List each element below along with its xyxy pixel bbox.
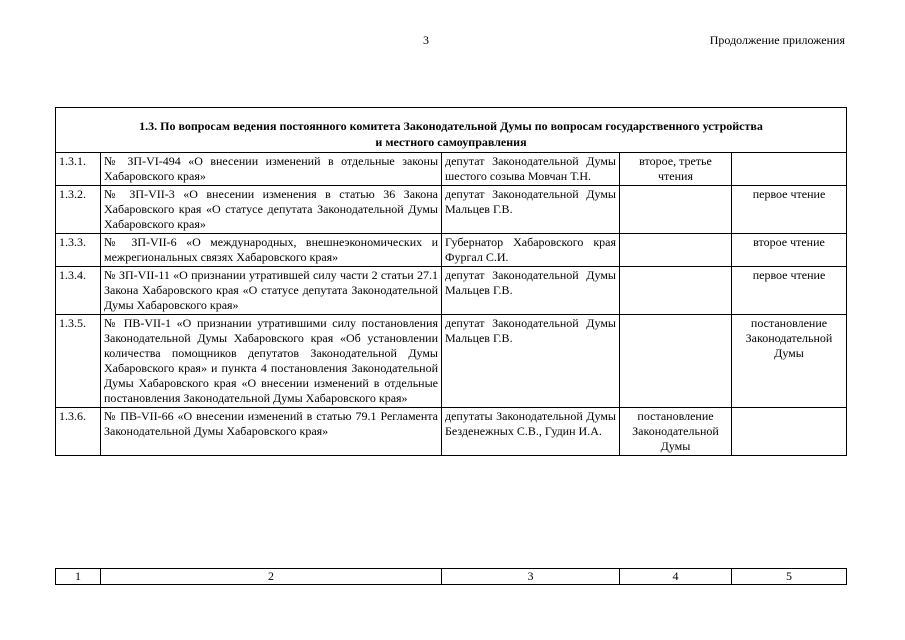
row-outcome: второе чтение [732,234,847,267]
row-reading-stage: постановление Законодательной Думы [620,408,732,456]
row-outcome: первое чтение [732,267,847,315]
row-reading-stage [620,234,732,267]
table-row [56,408,847,456]
row-author: депутат Законодательной Думы Мальцев Г.В. [442,315,620,408]
column-number: 1 [56,569,101,585]
row-author: Губернатор Хабаровского края Фургал С.И. [442,234,620,267]
table-row [56,153,847,186]
row-reading-stage [620,315,732,408]
row-title: № ПВ-VII-1 «О признании утратившими силу постановления Законодательной Думы Хабаровского края «Об установлении количества помощников депутатов Законодательной Думы Хабаровского края» и пункта 4 постановления Законодательной Думы Хабаровского края «О внесении изменений в отдельные постановления Законодательной Думы Хабаровского края» [101,315,442,408]
column-number: 4 [620,569,732,585]
row-title: № ЗП-VII-6 «О международных, внешнеэкономических и межрегиональных связях Хабаровского края» [101,234,442,267]
row-author: депутат Законодательной Думы Мальцев Г.В. [442,186,620,234]
table-row [56,315,847,408]
section-title-line2: и местного самоуправления [375,135,527,149]
table-row [56,186,847,234]
row-reading-stage [620,267,732,315]
column-number: 3 [442,569,620,585]
row-title: № ЗП-VII-3 «О внесении изменения в статью 36 Закона Хабаровского края «О статусе депутата Законодательной Думы Хабаровского края» [101,186,442,234]
row-number: 1.3.2. [56,186,101,234]
column-number: 5 [732,569,847,585]
row-outcome [732,153,847,186]
row-title: № ЗП-VII-11 «О признании утратившей силу части 2 статьи 27.1 Закона Хабаровского края «О статусе депутата Законодательной Думы Хабаровского края» [101,267,442,315]
row-title: № ЗП-VI-494 «О внесении изменений в отдельные законы Хабаровского края» [101,153,442,186]
continuation-label: Продолжение приложения [709,33,845,47]
section-title-line1: 1.3. По вопросам ведения постоянного комитета Законодательной Думы по вопросам государственного устройства [139,119,763,133]
row-number: 1.3.4. [56,267,101,315]
row-number: 1.3.3. [56,234,101,267]
section-header-row [56,108,847,153]
row-outcome: первое чтение [732,186,847,234]
table-row [56,234,847,267]
row-reading-stage [620,186,732,234]
row-outcome: постановление Законодательной Думы [732,315,847,408]
row-author: депутаты Законодательной Думы Безденежных С.В., Гудин И.А. [442,408,620,456]
column-numbering-table [55,568,847,585]
table-row [56,267,847,315]
row-author: депутат Законодательной Думы шестого созыва Мовчан Т.Н. [442,153,620,186]
agenda-table [55,107,847,456]
row-number: 1.3.5. [56,315,101,408]
page-number: 3 [423,33,429,47]
row-number: 1.3.6. [56,408,101,456]
row-reading-stage: второе, третье чтения [620,153,732,186]
row-number: 1.3.1. [56,153,101,186]
row-title: № ПВ-VII-66 «О внесении изменений в статью 79.1 Регламента Законодательной Думы Хабаровского края» [101,408,442,456]
column-number: 2 [101,569,442,585]
row-author: депутат Законодательной Думы Мальцев Г.В. [442,267,620,315]
section-title [56,108,847,153]
row-outcome [732,408,847,456]
column-numbering-row [56,569,847,585]
